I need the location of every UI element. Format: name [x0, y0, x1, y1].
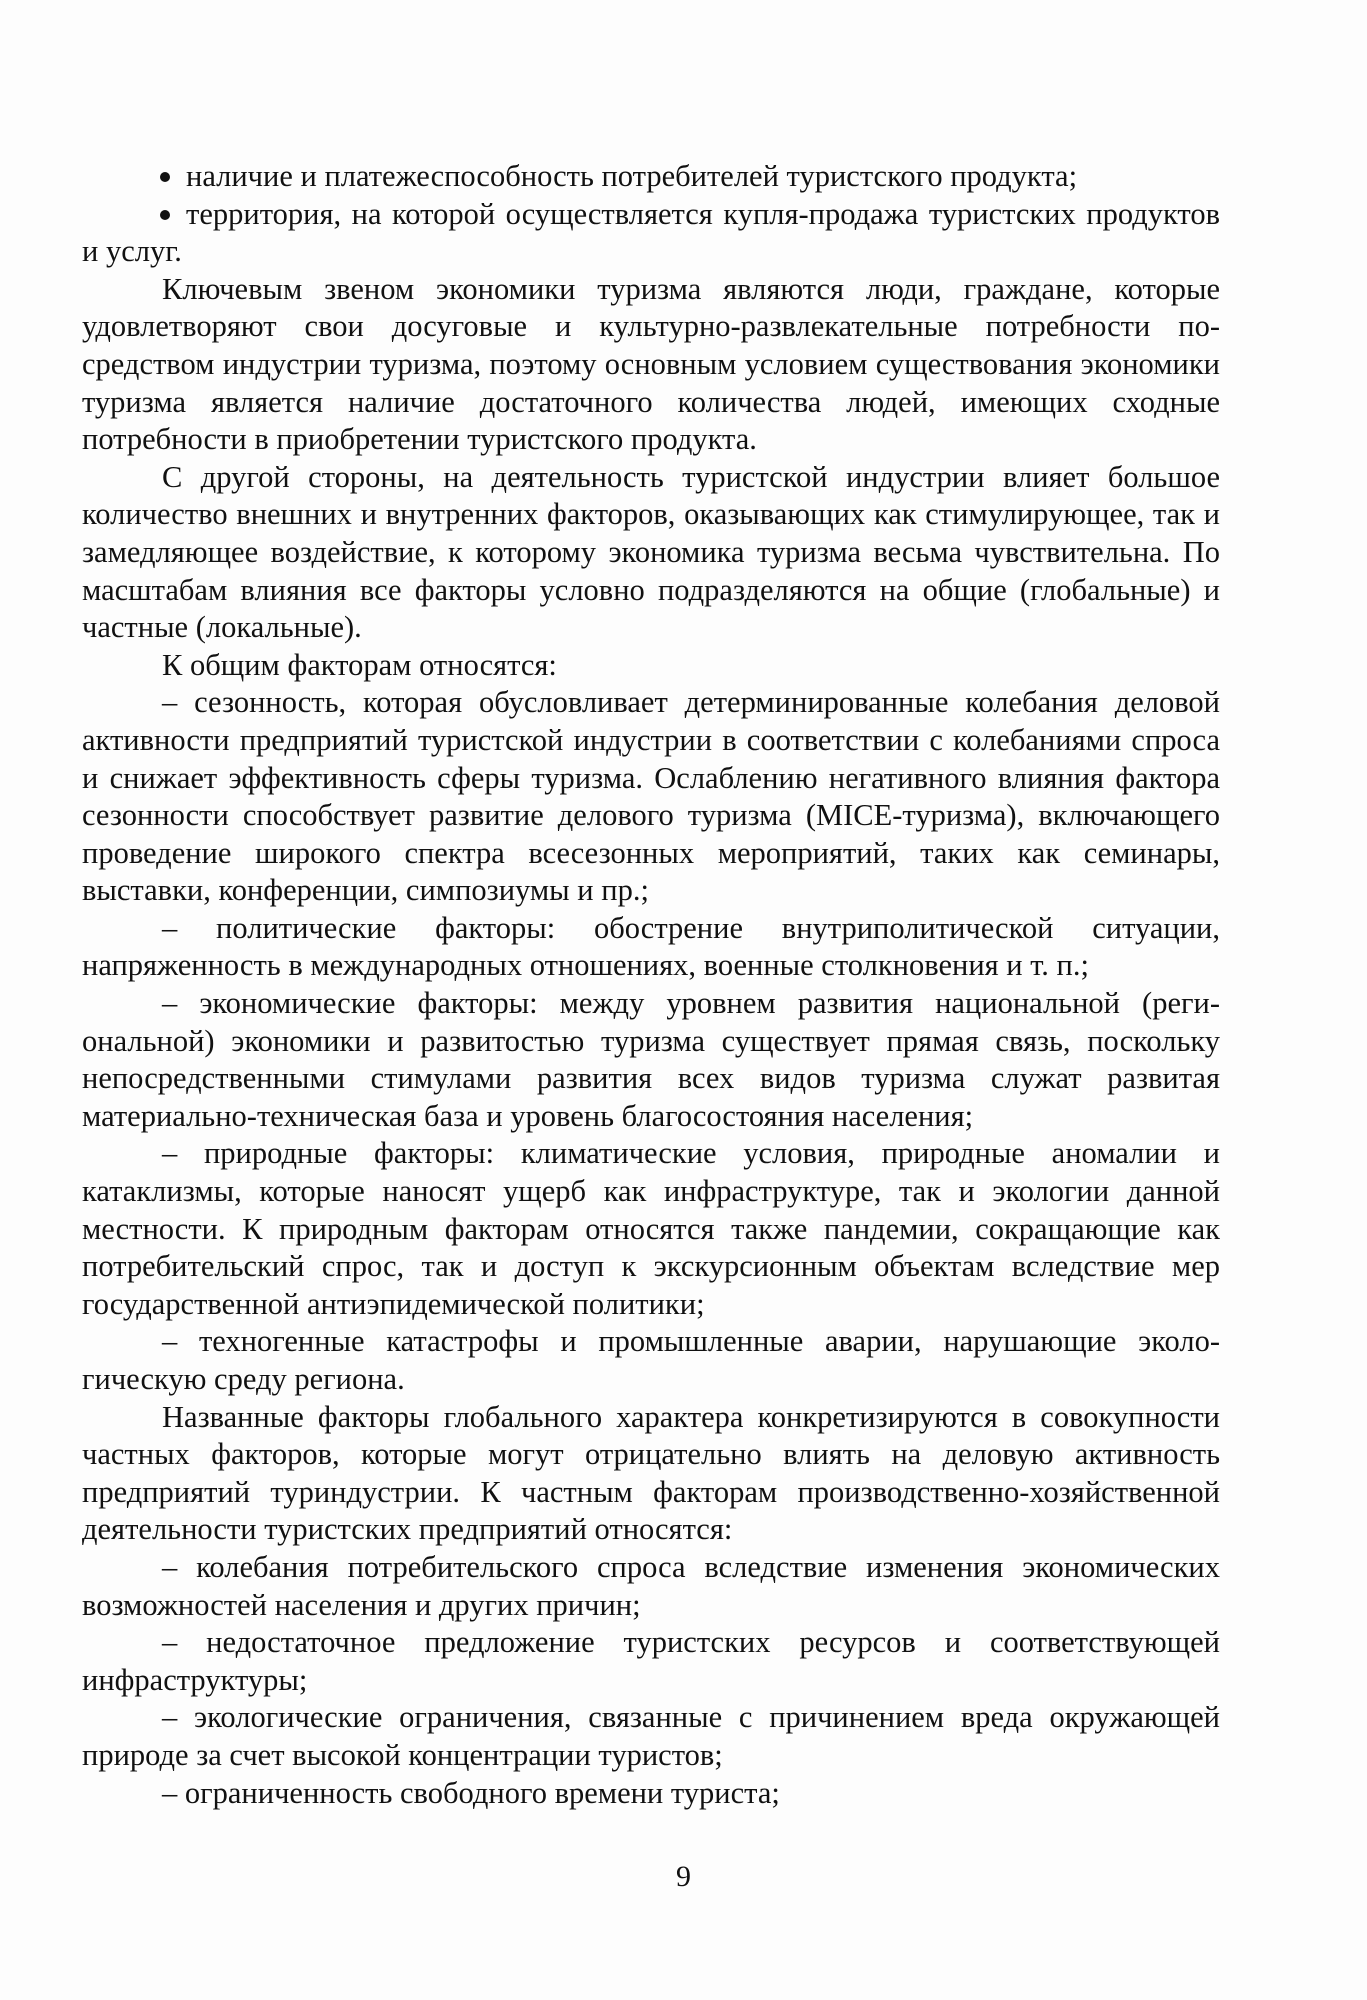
list-item: – сезонность, которая обусловливает детерминированные колебания деловой активности предприятий туристской индустрии в соответствии с колебаниями спроса и снижает эффективность сферы туризма. Ослаблению негативного влияния фактора сезонности способствует развитие делового туризма (MICE-туризма), включающего проведение широкого спектра всесезонных мероприятий, таких как семинары, выставки, конференции, симпозиумы и пр.;	[82, 685, 1220, 908]
list-item: – колебания потребительского спроса вследствие изменения экономических возможностей населения и других причин;	[82, 1549, 1220, 1622]
bullet-item	[82, 158, 1220, 196]
bullet-text: территория, на которой осуществляется купля-продажа туристских продуктов и услуг.	[82, 196, 1220, 269]
page-number: 9	[676, 1860, 691, 1893]
paragraph: Ключевым звеном экономики туризма являются люди, граждане, которые удовлетворяют свои досуговые и культурно-развлекательные потребности посредством индустрии туризма, поэтому основным условием существования экономики туризма является наличие достаточного количества людей, имеющих сходные потребности в приобретении туристского продукта.	[82, 271, 1220, 457]
list-item: – экологические ограничения, связанные с причинением вреда окружающей природе за счет высокой концентрации туристов;	[82, 1700, 1220, 1772]
paragraph: С другой стороны, на деятельность туристской индустрии влияет большое количество внешних и внутренних факторов, оказывающих как стимулирующее, так и замедляющее воздействие, к которому экономика туризма весьма чувствительна. По масштабам влияния все факторы условно подразделяются на общие (глобальные) и частные (локальные).	[82, 459, 1220, 645]
body-text	[82, 158, 1220, 1812]
list-item: – природные факторы: климатические условия, природные аномалии и катаклизмы, которые наносят ущерб как инфраструктуре, так и экологии данной местности. К природным факторам относятся также пандемии, сокращающие как потребительский спрос, так и доступ к экскурсионным объектам вследствие мер государственной антиэпидемической политики;	[82, 1136, 1220, 1321]
list-item: – техногенные катастрофы и промышленные аварии, нарушающие экологическую среду региона.	[82, 1324, 1220, 1396]
list-item: – недостаточное предложение туристских ресурсов и соответствующей инфраструктуры;	[82, 1625, 1220, 1697]
bullet-item	[82, 196, 1220, 271]
bullet-icon	[160, 210, 170, 220]
paragraph: Названные факторы глобального характера конкретизируются в совокупности частных факторов, которые могут отрицательно влиять на деловую активность предприятий туриндустрии. К частным факторам производственно-хозяйственной деятельности туристских предприятий относятся:	[82, 1399, 1220, 1547]
bullet-icon	[160, 172, 170, 182]
paragraph: К общим факторам относятся:	[162, 647, 557, 682]
bullet-text: наличие и платежеспособность потребителей туристского продукта;	[186, 159, 1078, 193]
list-item: – ограниченность свободного времени туриста;	[162, 1775, 780, 1810]
list-item: – политические факторы: обострение внутриполитической ситуации, напряженность в международных отношениях, военные столкновения и т. п.;	[82, 910, 1220, 983]
list-item: – экономические факторы: между уровнем развития национальной (региональной) экономики и развитостью туризма существует прямая связь, поскольку непосредственными стимулами развития всех видов туризма служат развитая материально-техническая база и уровень благосостояния населения;	[82, 986, 1220, 1133]
